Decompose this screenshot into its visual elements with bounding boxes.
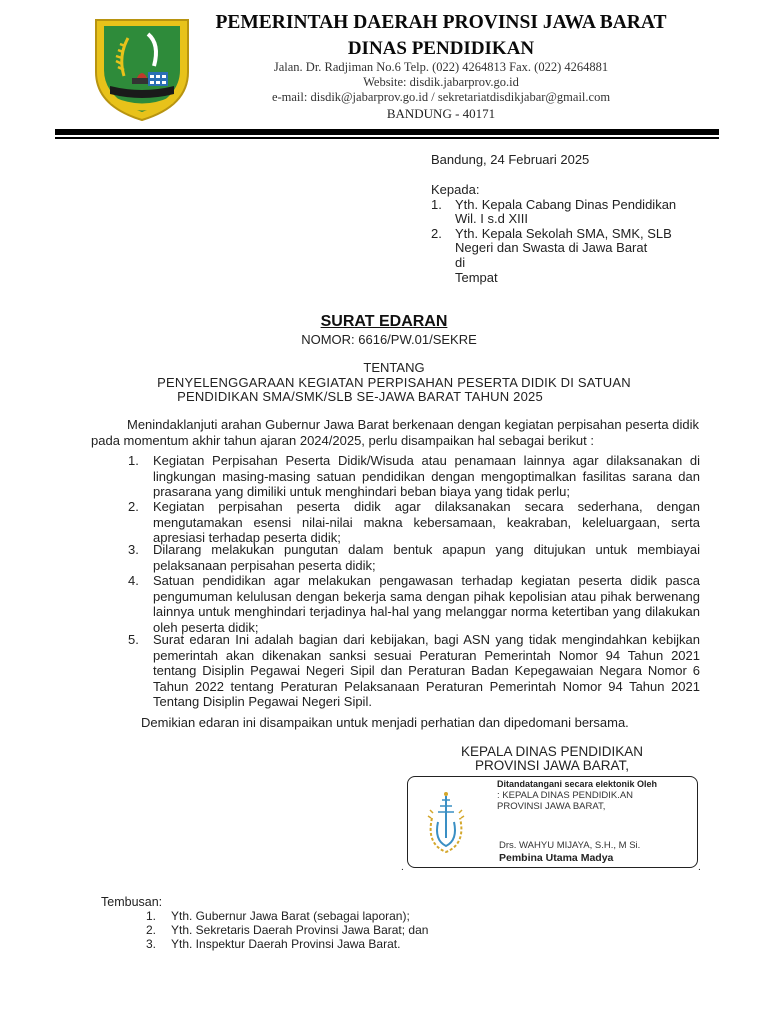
list-item-text: Satuan pendidikan agar melakukan pengawasan terhadap kegiatan peserta didik pasca pengumuman kelulusan dengan bekerja sama dengan pihak kepolisian atau pihak berwenang lainnya untuk menghindari terjadinya hal-hal yang melanggar norma ketertiban yang dilakukan oleh peserta didik; (153, 573, 700, 635)
signer-rank: Pembina Utama Madya (499, 852, 614, 864)
letterhead-government-name: PEMERINTAH DAERAH PROVINSI JAWA BARAT (215, 12, 667, 33)
subject-line: PENDIDIKAN SMA/SMK/SLB SE-JAWA BARAT TAHUN 2025 (177, 389, 543, 404)
list-item-text: Kegiatan Perpisahan Peserta Didik/Wisuda atau penamaan lainnya agar dilaksanakan di lingkungan masing-masing satuan pendidikan dengan mengoptimalkan fasilitas sarana dan prasarana yang dimiliki untuk menghindari beban biaya yang tidak perlu; (153, 453, 700, 499)
letterhead-email: e-mail: disdik@jabarprov.go.id / sekretariatdisdikjabar@gmail.com (271, 90, 611, 104)
cc-number: 1. (146, 909, 157, 923)
signed-electronically-label: Ditandatangani secara elektonik Oleh (497, 779, 658, 789)
list-item-text: Surat edaran Ini adalah bagian dari kebijakan, bagi ASN yang tidak mengindahkan kebijkan pemerintah akan dikenakan sanksi sesuai Peraturan Pemerintah Nomor 94 Tahun 2021 tentang Disiplin Pegawai Negeri Sipil dan Peraturan Badan Kepegawaian Negara Nomor 6 Tahun 2022 tentang Peraturan Pelaksanaan Peraturan Pemerintah Nomor 94 Tahun 2021 Tentang Disiplin Pegawai Negeri Sipil. (153, 632, 700, 709)
letterhead-department-name: DINAS PENDIDIKAN (347, 38, 535, 59)
recipient-line-continued: Negeri dan Swasta di Jawa Barat (455, 240, 648, 255)
list-item-number: 5. (128, 632, 139, 647)
cc-number: 2. (146, 923, 157, 937)
list-item-number: 1. (128, 453, 139, 468)
cc-item (146, 937, 400, 951)
signer-name: Drs. WAHYU MIJAYA, S.H., M Si. (499, 840, 641, 851)
document-title: SURAT EDARAN (320, 313, 448, 330)
electronic-signature-seal-icon (418, 788, 474, 858)
signature-box-dot: . (401, 862, 404, 873)
addressee-place: Tempat (455, 270, 498, 285)
recipient-line: Yth. Kepala Sekolah SMA, SMK, SLB (455, 226, 672, 241)
list-item (128, 632, 700, 710)
list-item-number: 3. (128, 542, 139, 557)
letter-date: Bandung, 24 Februari 2025 (431, 152, 590, 167)
cc-text: Yth. Inspektur Daerah Provinsi Jawa Barat. (171, 937, 401, 951)
recipient-number: 2. (431, 226, 442, 241)
cc-text: Yth. Sekretaris Daerah Provinsi Jawa Barat; dan (171, 923, 429, 937)
intro-paragraph: Menindaklanjuti arahan Gubernur Jawa Barat berkenaan dengan kegiatan perpisahan peserta didik pada momentum akhir tahun ajaran 2024/2025, perlu disampaikan hal sebagai berikut : (91, 417, 699, 448)
list-item-number: 4. (128, 573, 139, 588)
signer-role: : KEPALA DINAS PENDIDIK.AN (497, 790, 634, 801)
cc-number: 3. (146, 937, 157, 951)
letterhead-city: BANDUNG - 40171 (386, 106, 496, 121)
cc-item (146, 923, 428, 937)
letterhead-divider-thick (55, 129, 719, 135)
list-item-text: Kegiatan perpisahan peserta didik agar dilaksanakan secara sederhana, dengan mengutamakan esensi nilai-nilai makna kebersamaan, keakraban, keleluargaan, serta apresiasi terhadap peserta didik; (153, 499, 700, 545)
subject-label: TENTANG (363, 360, 425, 375)
signatory-title-province: PROVINSI JAWA BARAT, (475, 758, 630, 773)
document-number: NOMOR: 6616/PW.01/SEKRE (301, 332, 477, 347)
letterhead-address: Jalan. Dr. Radjiman No.6 Telp. (022) 4264813 Fax. (022) 4264881 (273, 60, 609, 74)
addressee-label: Kepada: (431, 182, 480, 197)
signature-box-dot: . (698, 862, 701, 873)
recipient-line: Yth. Kepala Cabang Dinas Pendidikan (455, 197, 677, 212)
list-item-number: 2. (128, 499, 139, 514)
list-item (128, 542, 700, 573)
recipient-number: 1. (431, 197, 442, 212)
letterhead-divider-thin (55, 137, 719, 139)
signatory-title: KEPALA DINAS PENDIDIKAN (461, 744, 644, 759)
signer-role-province: PROVINSI JAWA BARAT, (497, 801, 606, 812)
cc-text: Yth. Gubernur Jawa Barat (sebagai laporan); (171, 909, 410, 923)
list-item-text: Dilarang melakukan pungutan dalam bentuk apapun yang ditujukan untuk membiayai pelaksanaan perpisahan peserta didik; (153, 542, 700, 573)
list-item (128, 453, 700, 500)
list-item (128, 499, 700, 546)
closing-paragraph: Demikian edaran ini disampaikan untuk menjadi perhatian dan dipedomani bersama. (141, 715, 629, 730)
list-item (128, 573, 700, 635)
cc-label: Tembusan: (101, 895, 163, 909)
cc-item (146, 909, 410, 923)
addressee-di: di (455, 255, 466, 270)
subject-line: PENYELENGGARAAN KEGIATAN PERPISAHAN PESERTA DIDIK DI SATUAN (157, 375, 631, 390)
recipient-line-continued: Wil. I s.d XIII (455, 211, 528, 226)
west-java-emblem-logo (88, 14, 196, 122)
letterhead-website: Website: disdik.jabarprov.go.id (363, 75, 519, 89)
